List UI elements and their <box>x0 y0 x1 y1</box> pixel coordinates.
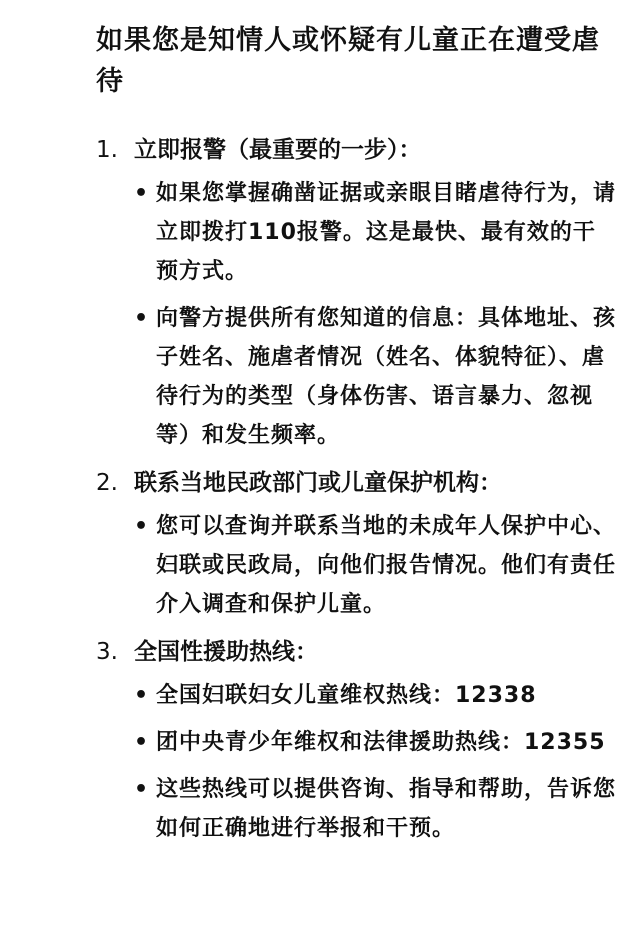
section-heading-text: 全国性援助热线： <box>134 639 318 665</box>
section-contact-agency <box>96 465 616 624</box>
list-item <box>134 299 616 455</box>
section-heading-text: 联系当地民政部门或儿童保护机构： <box>134 470 502 496</box>
section-national-hotlines <box>96 634 616 848</box>
bullet-dot-icon: • <box>134 514 150 539</box>
section-heading <box>96 132 616 168</box>
list-item-text: 您可以查询并联系当地的未成年人保护中心、妇联或民政局，向他们报告情况。他们有责任介入调查和保护儿童。 <box>156 514 617 617</box>
hotline-youth-legal-aid: 团中央青少年维权和法律援助热线：12355 <box>156 730 606 755</box>
list-item <box>134 723 616 762</box>
list-item-text: 向警方提供所有您知道的信息：具体地址、孩子姓名、施虐者情况（姓名、体貌特征）、虐待行为的类型（身体伤害、语言暴力、忽视等）和发生频率。 <box>156 306 617 448</box>
bullet-dot-icon: • <box>134 683 150 708</box>
bullet-list <box>96 507 616 624</box>
bullet-list <box>96 174 616 455</box>
section-heading-text: 立即报警（最重要的一步）： <box>134 137 422 163</box>
section-heading <box>96 634 616 670</box>
section-number: 3. <box>96 639 118 665</box>
hotline-women-children: 全国妇联妇女儿童维权热线：12338 <box>156 683 537 708</box>
bullet-dot-icon: • <box>134 306 150 331</box>
list-item <box>134 676 616 715</box>
section-report-police <box>96 132 616 455</box>
list-item-text: 如果您掌握确凿证据或亲眼目睹虐待行为，请立即拨打110报警。这是最快、最有效的干预方式。 <box>156 181 617 284</box>
document-title: 如果您是知情人或怀疑有儿童正在遭受虐待 <box>96 25 600 97</box>
bullet-dot-icon: • <box>134 730 150 755</box>
list-item <box>134 507 616 624</box>
bullet-dot-icon: • <box>134 777 150 802</box>
list-item <box>134 770 616 848</box>
list-item <box>134 174 616 291</box>
document <box>96 20 616 858</box>
bullet-list <box>96 676 616 848</box>
bullet-dot-icon: • <box>134 181 150 206</box>
section-number: 2. <box>96 470 118 496</box>
section-heading <box>96 465 616 501</box>
section-number: 1. <box>96 137 118 163</box>
list-item-text: 这些热线可以提供咨询、指导和帮助，告诉您如何正确地进行举报和干预。 <box>156 777 617 841</box>
